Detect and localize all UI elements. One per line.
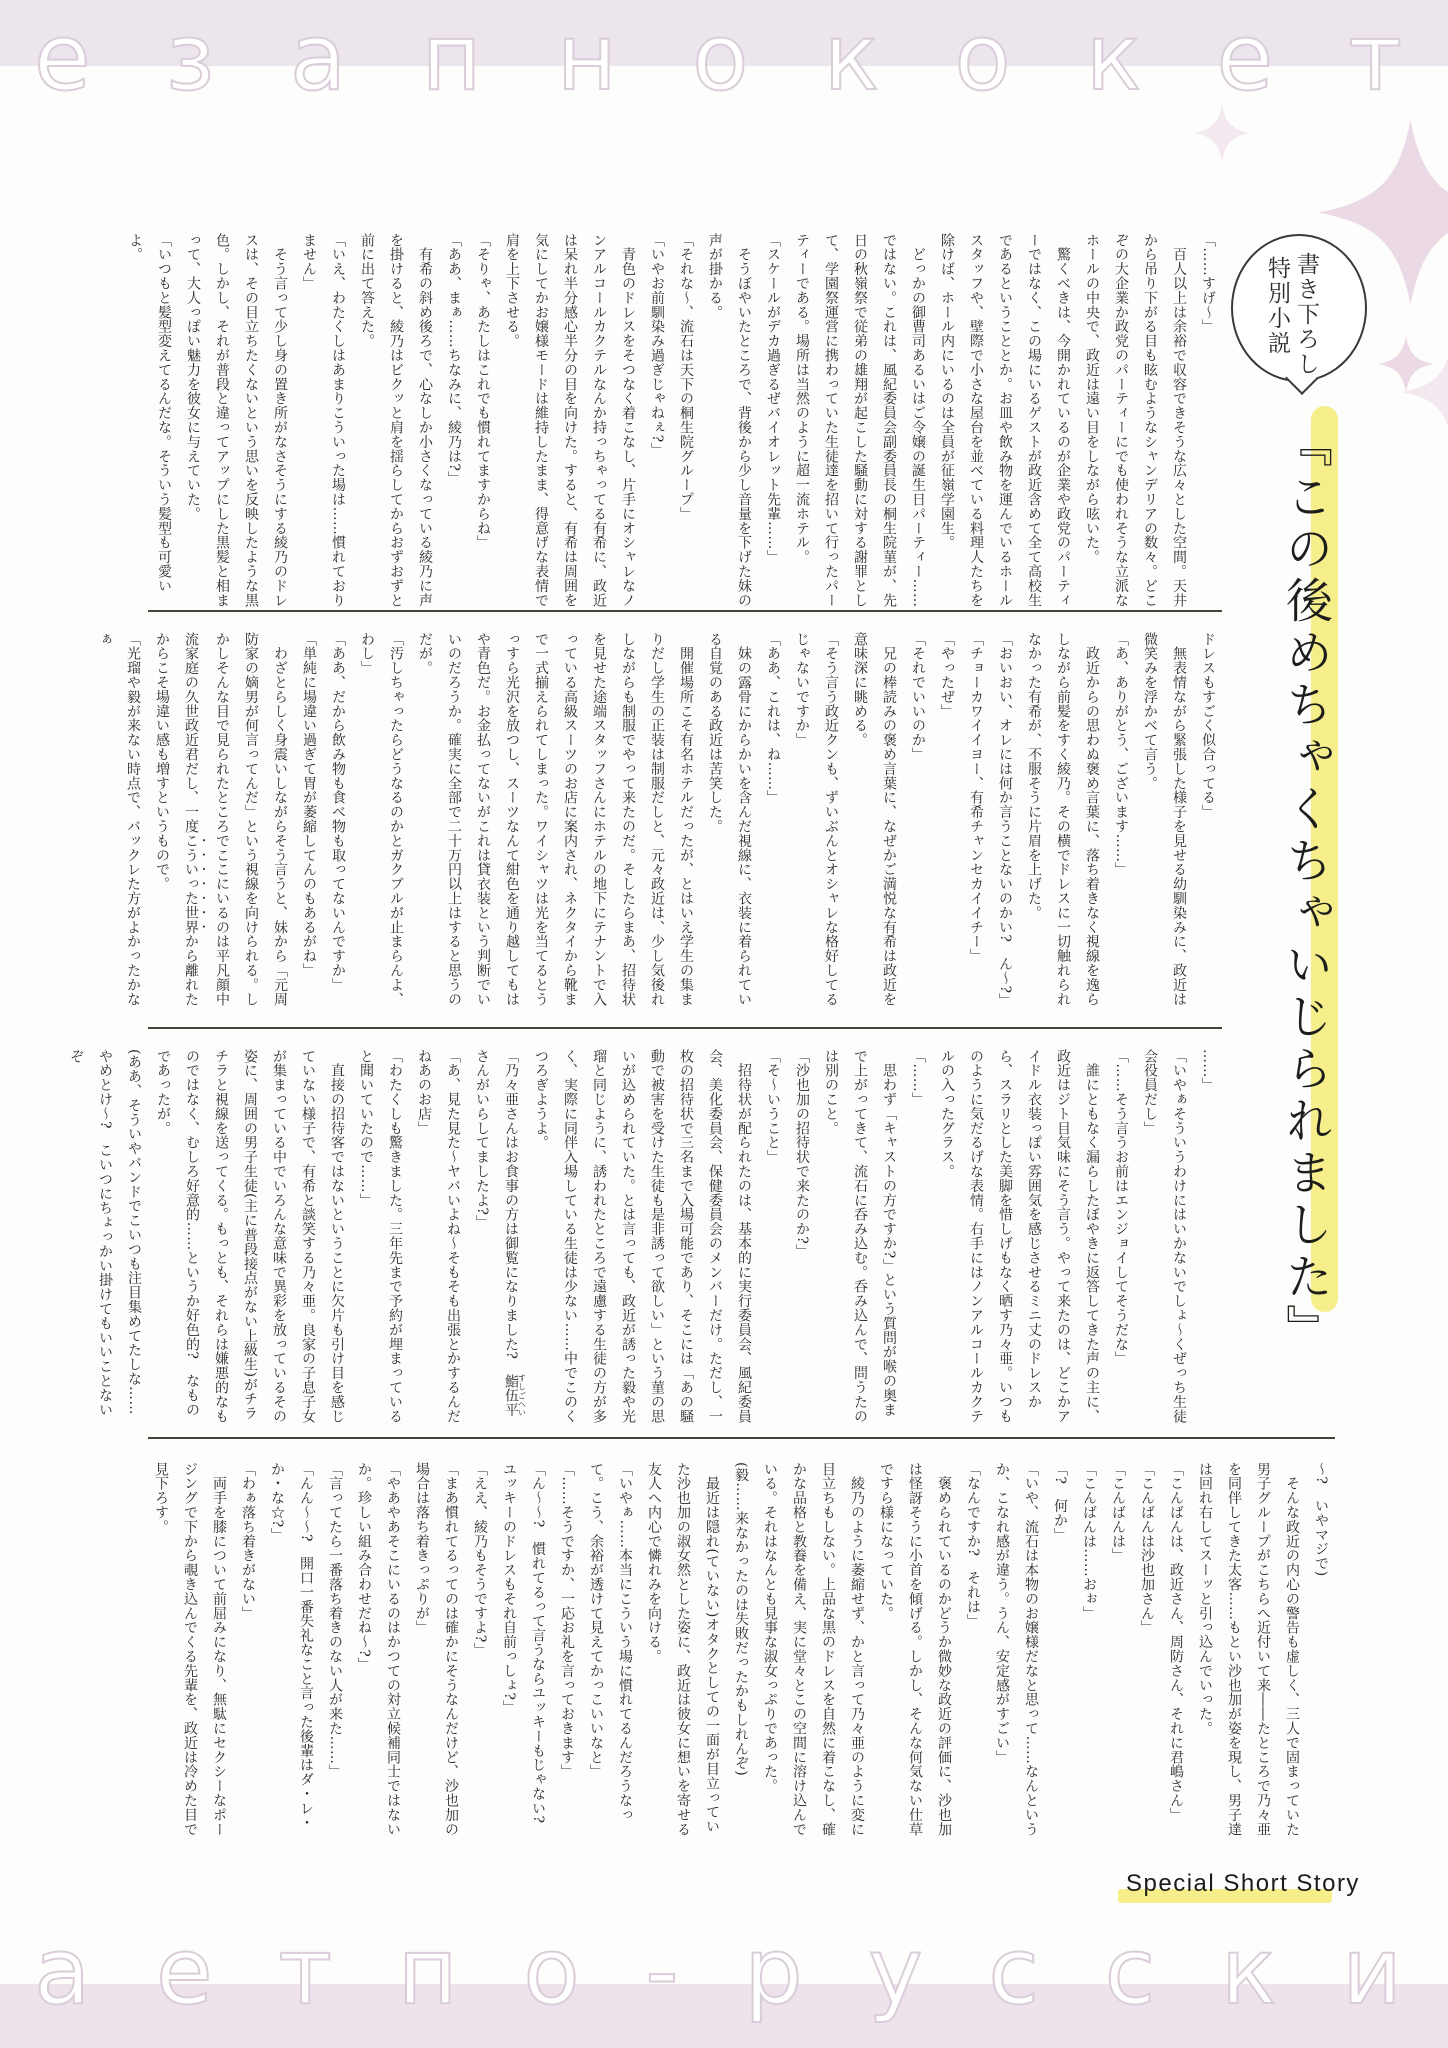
paragraph: 「いやぁ……本当にこういう場に慣れてるんだろうなって。こう、余裕が透けて見えてかっこいいなと」 [588,1462,633,1822]
deco-letter: п [421,4,482,111]
top-deco-letters [34,4,1402,111]
paragraph: 政近からの思わぬ褒め言葉に、落ち着きなく視線を逸らしながら前髪をすく綾乃。その横でドレスに一切触れられなかった有希が、不服そうに片眉を上げた。 [1026,632,1100,1007]
paragraph: 「ん〜〜? 慣れてるって言うならユッキーもじゃない? ユッキーのドレスもそれ自前っしょ?」 [501,1462,546,1838]
deco-letter: и [1342,1918,1402,2025]
story-band-2 [89,632,1222,1008]
paragraph: 招待状が配られたのは、基本的に実行委員会、風紀委員会、美化委員会、保健委員会のメンバーだけ。ただし、一枚の招待状で三名まで入場可能であり、そこには「あの騒動で被害を受けた生徒も是非誘って欲しい」という菫の思いが込められていた。とは言っても、政近が誘った毅や光瑠と同じように、誘われたところで遠慮する生徒の方が多く、実際に同伴入場している生徒は少ない……中でこのくつろぎようよ。 [533,1049,752,1424]
paragraph: 「いや、流石は本物のお嬢様だなと思って……なんというか、こなれ感が違う。うん、安定感がすごい」 [994,1462,1039,1837]
paragraph: そうぼやいたところで、背後から少し音量を下げた妹の声が掛かる。 [707,233,752,608]
paragraph: 無表情ながら緊張した様子を見せる幼馴染みに、政近は微笑みを浮かべて言う。 [1142,632,1187,1007]
sparkle-icon [1194,105,1250,161]
sparkle-icon [1402,342,1448,442]
paragraph: 思わず「キャストの方ですか?」という質問が喉の奥まで上がってきて、流石に呑み込む。呑み込んで、問うたのは別のこと。 [823,1049,897,1424]
paragraph: 驚くべきは、今開かれているのが企業や政党のパーティーではなく、この場にいるゲストが政近含めて全て高校生であるということとか。お皿や飲み物を運んでいるホールスタッフや、壁際で小さな屋台を並べている料理人たちを除けば、ホール内にいるのは全員が征嶺学園生。 [939,233,1071,608]
deco-letter: н [556,4,617,111]
paragraph: そんな政近の内心の警告も虚しく、三人で固まっていた男子グループがこちらへ近付いて来――たところで乃々亜を同伴してきた太客……もとい沙也加が姿を現し、男子達は回れ右してスーッと引っ込んでいった。 [1197,1462,1300,1837]
paragraph: 褒められているのかどうか微妙な政近の評価に、沙也加は怪訝そうに小首を傾げる。しかし、そんな何気ない仕草ですら様になっていた。 [878,1462,952,1837]
paragraph: 「……すげ〜」 [1200,233,1216,334]
paragraph: 「んん〜〜? 開口一番失礼なこと言った後輩はダ・レ・か・な☆?」 [269,1462,314,1830]
paragraph: 「そう言う政近クンも、ずいぶんとオシャレな格好してるじゃないですか」 [794,632,839,1007]
deco-letter: о [692,4,749,111]
paragraph: そう言って少し身の置き所がなさそうにする綾乃のドレスは、その目立ちたくないという思いを反映したような黒色。しかし、それが普段と違ってアップにした黒髪と相まって、大人っぽい魅力を彼女に与えていた。 [185,233,288,608]
paragraph: 「なんですか? それは」 [965,1462,981,1629]
paragraph: 「おいおい、オレには何か言うことないのかい? ん〜?」 [997,632,1013,1008]
paragraph: 「ああ、まぁ……ちなみに、綾乃は?」 [446,233,462,486]
section-divider-1 [148,610,1222,612]
paragraph: 「こんばんは沙也加さん」 [1139,1462,1155,1635]
paragraph: 「こんばんは、政近さん、周防さん、それに君嶋さん」 [1168,1462,1184,1822]
paragraph: 「わたくしも驚きました。三年先まで予約が埋まっていると聞いていたので……」 [358,1049,403,1424]
paragraph: 直接の招待客ではないということに欠片も引け目を感じていない様子で、有希と談笑する乃々亜。良家の子息子女が集まっている中でいろんな意味で異彩を放っているその姿に、周囲の男子生徒(主に普段接点がない上級生)がチラチラと視線を送ってくる。もっとも、それらは嫌悪的なものではなく、むしろ好意的……というか好色的? なものであったが。 [155,1049,345,1424]
paragraph: 「ああ、これは、ね……」 [765,632,781,805]
deco-letter: е [34,4,91,111]
paragraph: 誰にともなく漏らしたぼやきに返答してきた声の主に、政近はジト目気味にそう言う。やって来たのは、どこかアイドル衣装っぽい雰囲気を感じさせるミニ丈のドレスから、スラリとした美脚を惜しげもなく晒す乃々亜。いつものように気だるげな表情。右手にはノンアルコールカクテルの入ったグラス。 [939,1049,1100,1424]
paragraph: 「あ、ありがとう、ございます……」 [1113,632,1129,877]
paragraph: 「チョーカワイイヨー、有希チャンセカイイチー」 [968,632,984,964]
paragraph: 兄の棒読みの褒め言葉に、なぜかご満悦な有希は政近を意味深に眺める。 [852,632,897,1007]
deco-letter: а [34,1918,91,2025]
paragraph: 「あ、見た見た〜ヤバいよね〜そもそも出張とかするんだねあのお店」 [416,1049,461,1424]
paragraph: 青色のドレスをそつなく着こなし、片手にオシャレなノンアルコールカクテルなんか持っちゃってる有希に、政近は呆れ半分感心半分の目を向けた。すると、有希は周囲を気にしてかお嬢様モードは維持したまま、得意げな表情で肩を上下させる。 [504,233,636,608]
paragraph: 開催場所こそ有名ホテルだったが、とはいえ学生の集まりだし学生の正装は制服だしと、元々政近は、少し気後れしながらも制服でやって来たのだ。そしたらまあ、招待状を見せた途端スタッフさんにホテルの地下にテナントで入っている高級スーツのお店に案内され、ネクタイから靴まで一式揃えられてしまった。ワイシャツは光を当てるとうっすら光沢を放つし、スーツなんて紺色を通り越してもはや青色だ。お金払ってないがこれは貸衣装という判断でいいのだろうか。確実に全部で二十万円以上はすると思うのだが。 [417,632,694,1007]
deco-letter: е [156,1918,213,2025]
paragraph: 「いやお前馴染み過ぎじゃねぇ?」 [649,233,665,457]
paragraph: (ああ、そういやバンドでこいつも注目集めてたしな……やめとけ〜? こいつにちょっかい掛けてもいいことないぞ [68,1049,142,1417]
section-divider-3 [148,1437,1335,1439]
paragraph: 「やったぜ」 [939,632,955,719]
paragraph: 「いえ、わたくしはあまりこういった場は……慣れておりません」 [301,233,346,608]
paragraph: 妹の露骨にからかいを含んだ視線に、衣装に着られている自覚のある政近は苦笑した。 [707,632,752,1007]
paragraph: 「こんばんは……おぉ」 [1081,1462,1097,1621]
deco-letter: с [1104,1918,1156,2025]
paragraph: 「ええ、綾乃もそうですよ?」 [472,1462,488,1658]
paragraph: 両手を膝について前屈みになり、無駄にセクシーなポージングで下から覗き込んでくる先輩を、政近は冷めた目で見下ろす。 [153,1462,227,1837]
paragraph: 「? 何か」 [1052,1462,1068,1542]
deco-letter: к [1220,1918,1277,2025]
story-band-4 [146,1462,1335,1838]
deco-letter: у [868,1918,923,2025]
deco-letter: о [523,1918,580,2025]
paragraph: 最近は隠れ(ていない)オタクとしての一面が目立っていた沙也加の淑女然とした姿に、政近は彼女に想いを寄せる友人へ内心で憐れみを向ける。 [646,1462,720,1837]
paragraph: 「ああ、だから飲み物も食べ物も取ってないんですか」 [330,632,346,992]
deco-letter: с [988,1918,1039,2025]
paragraph: 綾乃のように萎縮せず、かと言って乃々亜のように変に目立ちもしない。上品な黒のドレスを自然に着こなし、確かな品格と教養を備え、実に堂々とこの空間に溶け込んでいる。それはなんとも見事な淑女っぷりであった。 [762,1462,865,1837]
deco-letter: з [165,4,215,111]
deco-letter: р [744,1918,803,2025]
paragraph: 「……そう言うお前はエンジョイしてそうだな」 [1113,1049,1129,1366]
paragraph: どっかの御曹司あるいはご令嬢の誕生日パーティー……ではない。これは、風紀委員会副委員長の桐生院菫が、先日の秋嶺祭で従弟の雄翔が起こした騒動に対する謝罪として、学園祭運営に携わっていた生徒達を招いて行ったパーティーである。場所は当然のように超一流ホテル。 [794,233,926,608]
paragraph: 有希の斜め後ろで、心なしか小さくなっている綾乃に声を掛けると、綾乃はビクッと肩を揺らしてからおずおずと前に出て答えた。 [359,233,433,608]
paragraph: 「いやぁそういうわけにはいかないでしょ〜くぜっち生徒会役員だし」 [1142,1049,1187,1424]
paragraph: 「それでいいのか」 [910,632,926,762]
paragraph: 「こんばんは」 [1110,1462,1126,1563]
page-title: 『この後めちゃくちゃいじられました』 [1278,420,1333,1356]
paragraph: 「汚しちゃったらどうなるのかとガクブルが止まらんよ、わし」 [359,632,404,1007]
deco-letter: е [1216,4,1274,111]
deco-letter: т [1348,4,1402,111]
paragraph: 「乃々亜さんはお食事の方は御覧になりました? 鮨伍平すしごへいさんがいらしてましたよ?」 [474,1049,527,1417]
paragraph: ……」 [1200,1049,1216,1093]
deco-letter: а [289,4,347,111]
section-divider-2 [148,1027,1222,1029]
paragraph: 「わぁ落ち着きがない」 [240,1462,256,1621]
deco-letter: к [1085,4,1142,111]
bottom-deco-letters [34,1918,1402,2025]
footer-label: Special Short Story [1126,1870,1360,1897]
paragraph: 「……そうですか、一応お礼を言っておきます」 [559,1462,575,1779]
deco-letter: - [645,1918,679,2025]
paragraph: ドレスもすごく似合ってる」 [1200,632,1216,820]
paragraph: 「単純に場違い過ぎて胃が萎縮してんのもあるがね」 [301,632,317,978]
story-band-3 [61,1049,1222,1425]
paragraph: 「光瑠や毅が来ない時点で、バックレた方がよかったかなぁ [96,632,141,1007]
story-band-1 [120,233,1222,609]
paragraph: 「それな〜、流石は天下の桐生院グループ」 [678,233,694,521]
paragraph: 「いつもと髪型変えてるんだな。そういう髪型も可愛いよ。 [127,233,172,593]
paragraph: 百人以上は余裕で収容できそうな広々とした空間。天井から吊り下がる目も眩むようなシャンデリアの数々。どこぞの大企業か政党のパーティーにでも使われそうな立派なホールの中央で、政近は遠い目をしながら呟いた。 [1084,233,1187,608]
bubble-label-line1: 書き下ろし [1293,252,1319,377]
paragraph: 「……」 [910,1049,926,1107]
paragraph: 〜? いやマジで) [1313,1462,1329,1577]
paragraph: 「まあ慣れてるってのは確かにそうなんだけど、沙也加の場合は落ち着きっぷりが」 [414,1462,459,1837]
paragraph: 「スケールがデカ過ぎるぜバイオレット先輩……」 [765,233,781,565]
deco-letter: к [823,4,880,111]
paragraph: 「そ〜いうこと」 [765,1049,781,1165]
paragraph: 「やあやあそこにいるのはかつての対立候補同士ではないか。珍しい組み合わせだね〜?」 [356,1462,401,1837]
bubble-label [1262,252,1320,384]
paragraph: (毅……来なかったのは失敗だったかもしれんぞ) [733,1462,749,1777]
paragraph: 「言ってたら一番落ち着きのない人が来た……」 [327,1462,343,1779]
paragraph: 「そりゃ、あたしはこれでも慣れてますからね」 [475,233,491,550]
deco-letter: п [397,1918,458,2025]
deco-letter: о [954,4,1011,111]
paragraph: 「沙也加の招待状で来たのか?」 [794,1049,810,1259]
bubble-label-line2: 特別小説 [1264,256,1290,356]
deco-letter: т [278,1918,332,2025]
paragraph: わざとらしく身震いしながらそう言うと、妹から「元周防家の嫡男が何言ってんだ」という視線を向けられる。しかしそんな目で見られたところでここにいるのは平凡顔中流家庭の久世政近君だし、一度こういった世界から離れたからこそ場違い感も増すというもので。 [154,632,288,1007]
